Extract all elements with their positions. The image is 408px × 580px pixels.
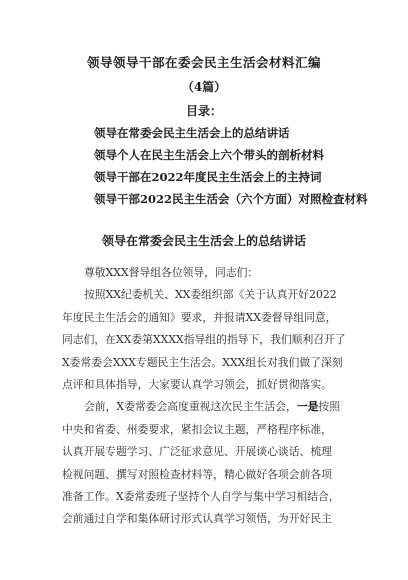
document-title: 领导领导干部在委会民主生活会材料汇编: [86, 55, 321, 70]
body-line: 中央和省委、州委要求，紧扣会议主题，严格程序标准，: [62, 422, 332, 436]
body-line: 点评和具体指导，大家要认真学习领会，抓好贯彻落实。: [62, 377, 332, 391]
toc-item: 领导干部在2022年度民主生活会上的主持词: [94, 170, 322, 184]
toc-item: 领导在常委会民主生活会上的总结讲话: [94, 126, 290, 140]
toc-item: 领导个人在民主生活会上六个带头的剖析材料: [94, 148, 324, 162]
body-line: 检视问题、撰写对照检查材料等，精心做好各项会前各项: [62, 467, 332, 481]
body-line: 同志们，在XX委第XXXX指导组的指导下，我们顺利召开了: [62, 333, 346, 347]
body-line: 尊敬XXX督导组各位领导，同志们：: [84, 266, 259, 279]
body-line: X委常委会XXX专题民主生活会。XXX组长对我们做了深刻: [62, 355, 343, 369]
body-segment: 按照: [318, 400, 341, 414]
body-line: 认真开展专题学习、广泛征求意见、开展谈心谈话、梳理: [62, 445, 332, 459]
body-line: 按照XX纪委机关、XX委组织部《关于认真开好2022: [84, 288, 337, 302]
body-line: [62, 396, 358, 418]
document-count: （4篇）: [181, 80, 227, 94]
body-line: 准备工作。X委常委班子坚持个人自学与集中学习相结合，: [62, 489, 340, 503]
section-title: 领导在常委会民主生活会上的总结讲话: [101, 234, 306, 248]
toc-heading: 目录：: [185, 104, 222, 118]
body-text: [62, 262, 358, 531]
body-line: 年度民主生活会的通知》要求，并报请XX委督导组同意，: [62, 310, 337, 324]
body-emphasis: 一是: [296, 400, 319, 414]
body-line: 会前通过自学和集体研讨形式认真学习领悟，为开好民主: [62, 512, 332, 526]
toc-item: 领导干部2022民主生活会（六个方面）对照检查材料: [94, 192, 368, 206]
body-segment: 会前，X委常委会高度重视这次民主生活会，: [84, 400, 297, 414]
table-of-contents: [94, 122, 368, 210]
